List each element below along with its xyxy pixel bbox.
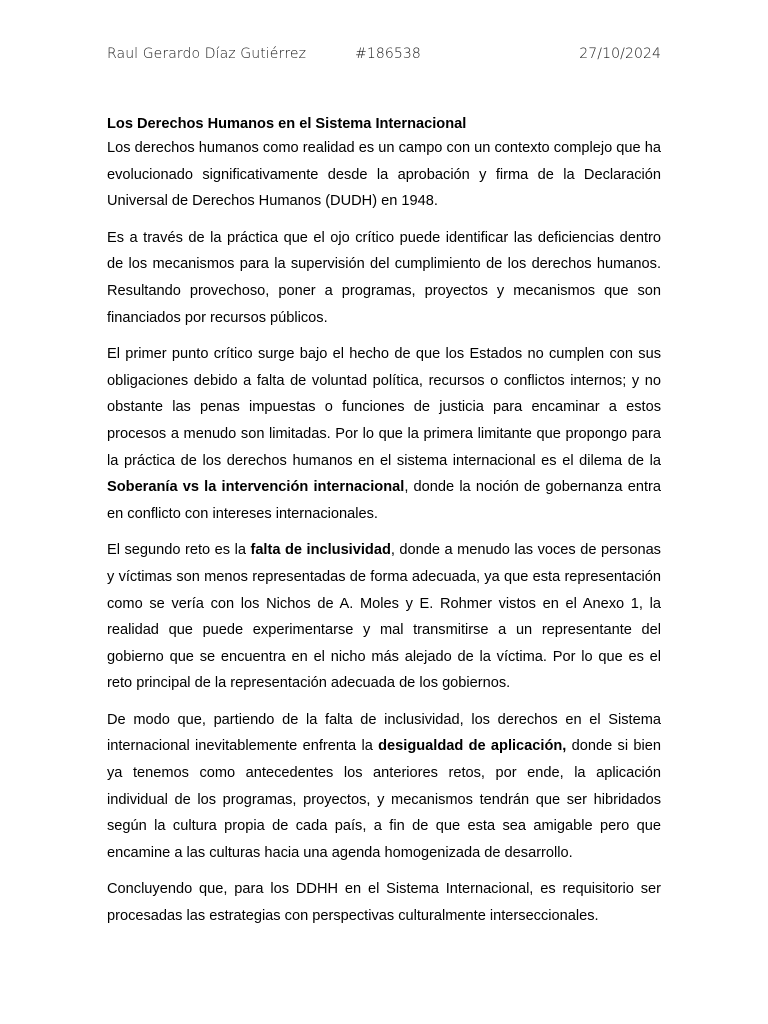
paragraph-4-text-a: El segundo reto es la bbox=[107, 542, 251, 559]
document-title: Los Derechos Humanos en el Sistema Internacional bbox=[107, 116, 467, 132]
paragraph-4-text-b: , donde a menudo las voces de personas y víctimas son menos representadas de forma adecuada, ya que esta representación como se vería con los Nichos de A. Moles y E. Rohmer vistos en el Anexo 1, la realidad que puede experimentarse y mal transmitirse a un representante del gobierno que se encuentra en el nicho más alejado de la víctima. Por lo que es el reto principal de la representación adecuada de los gobiernos. bbox=[107, 542, 661, 692]
paragraph-5-text-b: donde si bien ya tenemos como antecedentes los anteriores retos, por ende, la aplicación individual de los programas, proyectos, y mecanismos tendrán que ser hibridados según la cultura propia de cada país, a fin de que esta sea amigable pero que encamine a las culturas hacia una agenda homogenizada de desarrollo. bbox=[107, 738, 661, 861]
paragraph-5-bold: desigualdad de aplicación, bbox=[378, 738, 567, 755]
paragraph-4-bold: falta de inclusividad bbox=[250, 542, 391, 559]
paragraph-5-text-a: De modo que, partiendo de la falta de inclusividad, los derechos en el Sistema internacional inevitablemente enfrenta la bbox=[107, 711, 661, 755]
student-id: #186538 bbox=[355, 46, 421, 62]
paragraph-5 bbox=[107, 707, 661, 867]
document-date: 27/10/2024 bbox=[579, 46, 661, 62]
page-header bbox=[107, 46, 661, 66]
paragraph-4 bbox=[107, 537, 661, 697]
document-body bbox=[107, 114, 661, 940]
paragraph-3-text-b: , donde la noción de gobernanza entra en conflicto con intereses internacionales. bbox=[107, 479, 662, 522]
author-name: Raul Gerardo Díaz Gutiérrez bbox=[107, 46, 307, 62]
paragraph-3-bold: Soberanía vs la intervención internacional bbox=[107, 479, 405, 496]
paragraph-3-text-a: El primer punto crítico surge bajo el hecho de que los Estados no cumplen con sus obligaciones debido a falta de voluntad política, recursos o conflictos internos; y no obstante las penas impuestas o funciones de justicia para encaminar a estos procesos a menudo son limitadas. Por lo que la primera limitante que propongo para la práctica de los derechos humanos en el sistema internacional es el dilema de la bbox=[107, 346, 661, 469]
paragraph-1: Los derechos humanos como realidad es un campo con un contexto complejo que ha evolucionado significativamente desde la aprobación y firma de la Declaración Universal de Derechos Humanos (DUDH) en 1948. bbox=[107, 140, 661, 210]
paragraph-3 bbox=[107, 341, 661, 527]
paragraph-2: Es a través de la práctica que el ojo crítico puede identificar las deficiencias dentro de los mecanismos para la supervisión del cumplimiento de los derechos humanos. Resultando provechoso, poner a programas, proyectos y mecanismos que son financiados por recursos públicos. bbox=[107, 229, 661, 326]
paragraph-6: Concluyendo que, para los DDHH en el Sistema Internacional, es requisitorio ser procesadas las estrategias con perspectivas culturalmente interseccionales. bbox=[107, 881, 661, 925]
